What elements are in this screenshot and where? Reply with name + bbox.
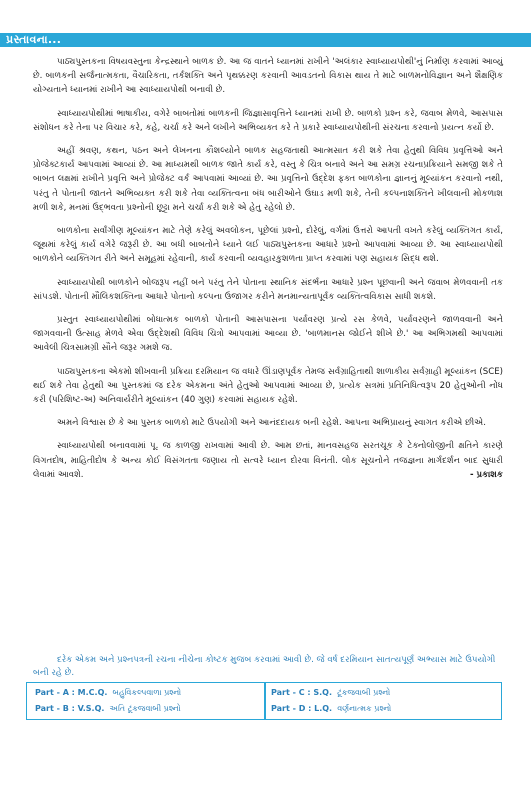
part-b bbox=[35, 704, 181, 714]
structure-note: દરેક એકમ અને પ્રશ્નપત્રની રચના નીચેના કોષ્ટક મુજબ કરવામાં આવી છે. જે વર્ષ દરમિયાન સાતત્યપૂર્ણ અભ્યાસ માટે ઉપયોગી બની રહે છે. bbox=[33, 655, 496, 678]
question-parts-table bbox=[26, 682, 502, 720]
paragraph-4: બાળકોના સર્વાંગીણ મૂલ્યાંકન માટે તેણે કરેલું અવલોકન, પૂછેલાં પ્રશ્નો, દોરેલું, વર્ગમાં ઉત્તરો આપતી વખતે કરેલું વ્યક્તિગત કાર્ય, જૂથમાં કરેલું કાર્ય વગેરે જરૂરી છે. આ બધી બાબતોને ધ્યાને લઈ પાઠ્યપુસ્તકના આધારે પ્રશ્નો આપવામાં આવ્યા છે. આ સ્વાધ્યાયપોથી બાળકોને વ્યક્તિગત રીતે અને સમૂહમાં રહેવાની, કાર્ય કરવાની વ્યવહારકુશળતા પ્રાપ્ત કરવામાં પણ સહાયક સિદ્ધ થશે. bbox=[33, 226, 503, 265]
part-c-label: ટૂંકજવાબી પ્રશ્નો bbox=[337, 688, 391, 697]
page-title: પ્રસ્તાવના... bbox=[6, 33, 62, 46]
part-a-label: બહુવિકલ્પવાળા પ્રશ્નો bbox=[112, 688, 182, 697]
paragraph-9 bbox=[33, 439, 503, 482]
preface-body bbox=[33, 55, 503, 491]
paragraph-1: પાઠ્યપુસ્તકના વિષયવસ્તુના કેન્દ્રસ્થાને બાળક છે. આ જ વાતને ધ્યાનમાં રાખીને 'અલંકાર સ્વાધ્યાયપોથી'નું નિર્માણ કરવામાં આવ્યું છે. બાળકની સર્જનાત્મકતા, વૈચારિકતા, તર્કશક્તિ અને પૃથક્કરણ કરવાની આવડતનો વિકાસ થાય તે માટે બાળમનોવિજ્ઞાન અને શૈક્ષણિક યોગ્યતાને ધ્યાનમાં રાખીને આ સ્વાધ્યાયપોથી બનાવી છે. bbox=[33, 57, 503, 96]
part-b-code: Part - B : V.S.Q. bbox=[35, 704, 105, 713]
header-bar bbox=[0, 33, 531, 47]
paragraph-7: પાઠ્યપુસ્તકના એકમો શીખવાની પ્રક્રિયા દરમિયાન જ વધારે ઊંડાણપૂર્વક તેમજ સર્વગ્રાહિતાથી શાળાકીય સર્વગ્રાહી મૂલ્યાંકન (SCE) થઈ શકે તેવા હેતુથી આ પુસ્તકમાં જ દરેક એકમના અંતે હેતુઓ આપવામાં આવ્યા છે, પ્રત્યેક સત્રમાં પ્રતિનિધિત્વરૂપ 20 હેતુઓની નોંધ કરી (પરિશિષ્ટ-અ) અનિવાર્યરીતે મૂલ્યાંકન (40 ગુણ) કરવામાં સહાયક રહેશે. bbox=[33, 366, 503, 406]
paragraph-8: અમને વિશ્વાસ છે કે આ પુસ્તક બાળકો માટે ઉપયોગી અને આનંદદાયક બની રહેશે. આપના અભિપ્રાયનું સ્વાગત કરીએ છીએ. bbox=[57, 418, 486, 429]
part-d-label: વર્ણનાત્મક પ્રશ્નો bbox=[337, 704, 392, 713]
closing-note: સ્વાધ્યાયપોથી બનાવવામાં પૂ. જ કાળજી રાખવામાં આવી છે. આમ છતાં, માનવસહજ સરતચૂક કે ટેક્નોલોજીની ક્ષતિને કારણે વિગતદોષ, માહિતીદોષ કે અન્ય કોઈ વિસંગતતા જણાય તો સત્વરે ધ્યાન દોરવા વિનંતી. લોક સૂચનોને તજજ્ઞના માર્ગદર્શન બાદ સુધારી લેવામાં આવશે. bbox=[33, 441, 503, 480]
part-d-code: Part - D : L.Q. bbox=[271, 704, 333, 713]
part-b-label: અતિ ટૂંકજવાબી પ્રશ્નો bbox=[109, 704, 181, 713]
paragraph-6: પ્રસ્તુત સ્વાધ્યાયપોથીમાં બોધાત્મક બાળકો પોતાની આસપાસના પર્યાવરણ પ્રત્યે રસ કેળવે, પર્યાવરણને જાળવવાની અને જાગવવાની ઉત્સાહ મેળવે એવા ઉદ્દેશથી વિવિધ ચિત્રો આપવામાં આવ્યા છે. 'બાળમાનસ જોઈને શીખે છે.' આ અભિગમથી આપવામાં આવેલી ચિત્રસામગ્રી સૌને જરૂર ગમશે જ. bbox=[33, 315, 503, 354]
part-a-code: Part - A : M.C.Q. bbox=[35, 688, 108, 697]
part-c-code: Part - C : S.Q. bbox=[271, 688, 332, 697]
table-divider bbox=[264, 683, 266, 719]
part-d bbox=[271, 704, 391, 714]
publisher-signature: - પ્રકાશક bbox=[469, 469, 503, 480]
paragraph-5: સ્વાધ્યાયપોથી બાળકોને બોજરૂપ નહીં બને પરંતુ તેને પોતાના સ્થાનિક સંદર્ભના આધારે પ્રશ્ન પૂછવાની અને જવાબ મેળવવાની તક સાંપડશે. પોતાની મૌલિકશક્તિના આધારે પોતાનો કલ્પના ઉજાગર કરીને મનમાન્યતાપૂર્વક વ્યક્તિત્વવિકાસ સાધી શકશે. bbox=[33, 277, 503, 302]
part-c bbox=[271, 688, 390, 698]
paragraph-2: સ્વાધ્યાયપોથીમાં ભાષાકીય, વગેરે બાબતોમાં બાળકની જિજ્ઞાસાવૃત્તિને ધ્યાનમાં રાખી છે. બાળકો પ્રશ્ન કરે, જવાબ મેળવે, આસપાસ સંશોધન કરે તેના પર વિચાર કરે, કહે, ચર્ચા કરે અને લખીને અભિવ્યક્ત કરે તે પ્રકારે સ્વાધ્યાયપોથીની સંરચના કરવાનો પ્રયત્ન કર્યો છે. bbox=[33, 108, 503, 133]
part-a bbox=[35, 688, 181, 698]
paragraph-3: અહીં શ્રવણ, કથન, પઠન અને લેખનના કૌશલ્યોને બાળક સહજતાથી આત્મસાત કરી શકે તેવા હેતુથી વિવિધ પ્રવૃત્તિઓ અને પ્રોજેક્ટકાર્ય આપવામાં આવ્યાં છે. આ માધ્યમથી બાળક જાતે કાર્ય કરે, વસ્તુ કે ચિત્ર બનાવે અને આ સમગ્ર રચનાપ્રક્રિયાને સમજી શકે તે બાબત લક્ષમાં રાખીને પ્રવૃત્તિ અને પ્રોજેક્ટ વર્ક આપવામાં આવ્યાં છે. આ પ્રવૃત્તિનો ઉદ્દેશ ફક્ત બાળકોના જ્ઞાનનું મૂલ્યાંકન કરવાનો નથી, પરંતુ તે પોતાની જાતને અભિવ્યક્ત કરી શકે તેવા વ્યક્તિત્વના બંધ બારીઓને ઉઘાડ મળી શકે, તેની કલ્પનાશક્તિને ખીલવાની મોકળાશ મળી શકે, મનમાં ઉદ્ભવતા પ્રશ્નોની છૂટ્ટા મને ચર્ચા કરી શકે એ હેતુ રહેલો છે. bbox=[33, 146, 503, 213]
